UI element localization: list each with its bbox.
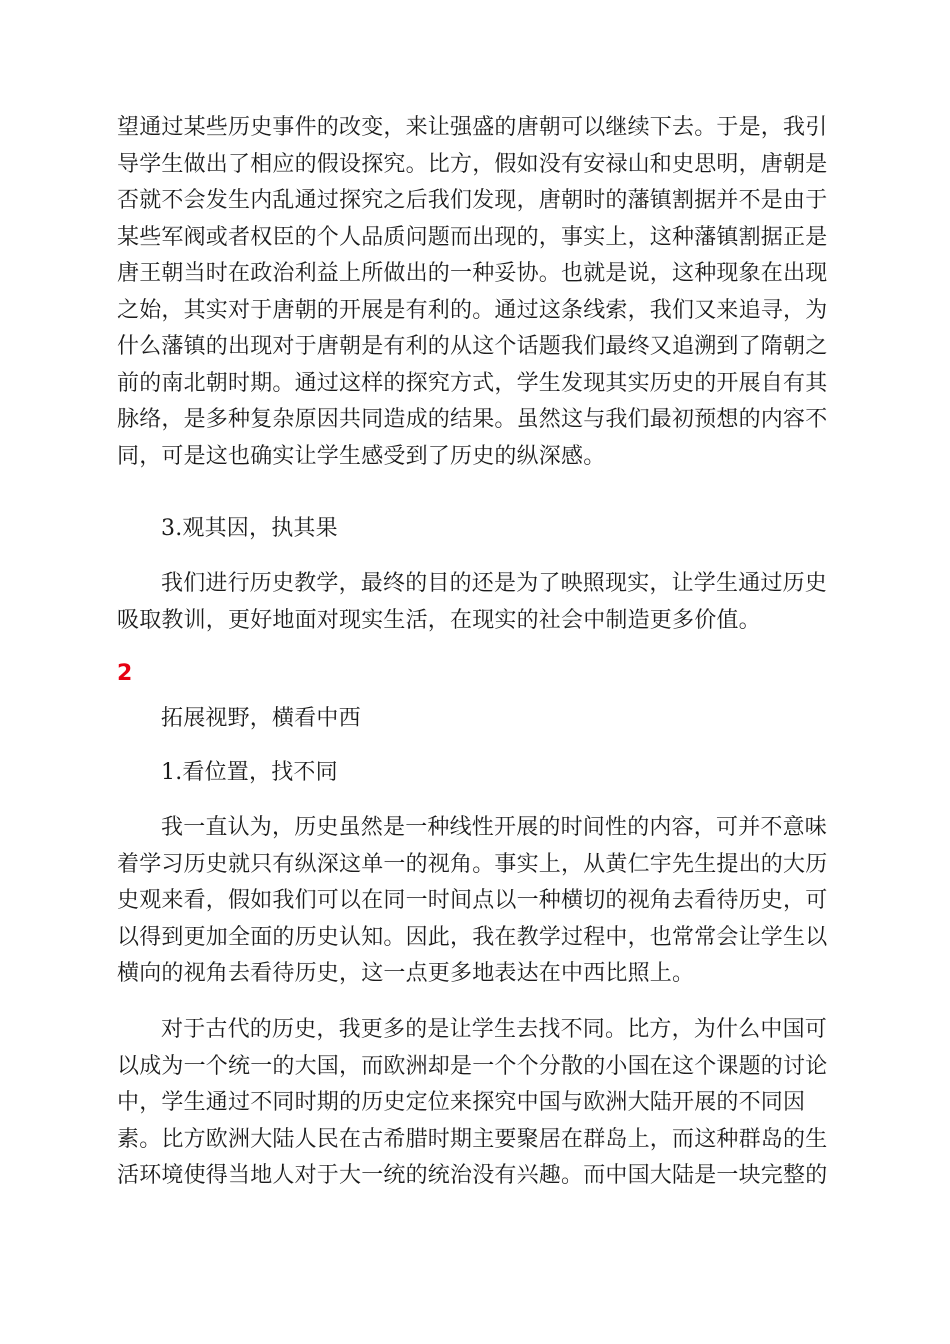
section-heading-text: 拓展视野，横看中西	[161, 706, 361, 731]
text-line: 导学生做出了相应的假设探究。比方，假如没有安禄山和史思明，唐朝是	[117, 151, 828, 177]
text-line: 吸取教训，更好地面对现实生活，在现实的社会中制造更多价值。	[117, 607, 761, 633]
text-line: 对于古代的历史，我更多的是让学生去找不同。比方，为什么中国可	[161, 1017, 828, 1042]
text-line: 着学习历史就只有纵深这单一的视角。事实上，从黄仁宇先生提出的大历	[117, 851, 828, 877]
paragraph-tang-dynasty	[117, 110, 833, 475]
subheading-text: 1.看位置，找不同	[161, 760, 338, 785]
text-line: 以得到更加全面的历史认知。因此，我在教学过程中，也常常会让学生以	[117, 924, 828, 950]
subheading-position-difference	[117, 755, 833, 792]
text-line: 史观来看，假如我们可以在同一时间点以一种横切的视角去看待历史，可	[117, 888, 828, 913]
text-line: 活环境使得当地人对于大一统的统治没有兴趣。而中国大陆是一块完整的	[117, 1163, 828, 1188]
text-line: 否就不会发生内乱通过探究之后我们发现，唐朝时的藩镇割据并不是由于	[117, 188, 828, 213]
text-line: 唐王朝当时在政治利益上所做出的一种妥协。也就是说，这种现象在出现	[117, 261, 828, 286]
text-line: 横向的视角去看待历史，这一点更多地表达在中西比照上。	[117, 961, 695, 986]
text-line: 什么藩镇的出现对于唐朝是有利的从这个话题我们最终又追溯到了隋朝之	[117, 334, 828, 359]
paragraph-china-europe	[117, 1012, 833, 1195]
text-line: 同，可是这也确实让学生感受到了历史的纵深感。	[117, 443, 606, 469]
text-line: 望通过某些历史事件的改变，来让强盛的唐朝可以继续下去。于是，我引	[117, 115, 828, 140]
section-heading	[117, 701, 833, 738]
text-line: 脉络，是多种复杂原因共同造成的结果。虽然这与我们最初预想的内容不	[117, 407, 828, 432]
text-line: 素。比方欧洲大陆人民在古希腊时期主要聚居在群岛上，而这种群岛的生	[117, 1126, 828, 1152]
text-line: 我一直认为，历史虽然是一种线性开展的时间性的内容，可并不意味	[161, 815, 828, 840]
text-line: 之始，其实对于唐朝的开展是有利的。通过这条线索，我们又来追寻，为	[117, 297, 828, 323]
paragraph-teaching-purpose	[117, 566, 833, 639]
text-line: 前的南北朝时期。通过这样的探究方式，学生发现其实历史的开展自有其	[117, 370, 828, 396]
paragraph-horizontal-view	[117, 810, 833, 993]
text-line: 我们进行历史教学，最终的目的还是为了映照现实，让学生通过历史	[161, 571, 828, 596]
subheading-text: 3.观其因，执其果	[161, 516, 338, 541]
text-line: 以成为一个统一的大国，而欧洲却是一个个分散的小国在这个课题的讨论	[117, 1053, 828, 1079]
text-line: 中，学生通过不同时期的历史定位来探究中国与欧洲大陆开展的不同因	[117, 1090, 806, 1115]
subheading-cause-effect	[117, 511, 833, 548]
text-line: 某些军阀或者权臣的个人品质问题而出现的，事实上，这种藩镇割据正是	[117, 224, 828, 250]
section-number: 2	[117, 661, 133, 686]
